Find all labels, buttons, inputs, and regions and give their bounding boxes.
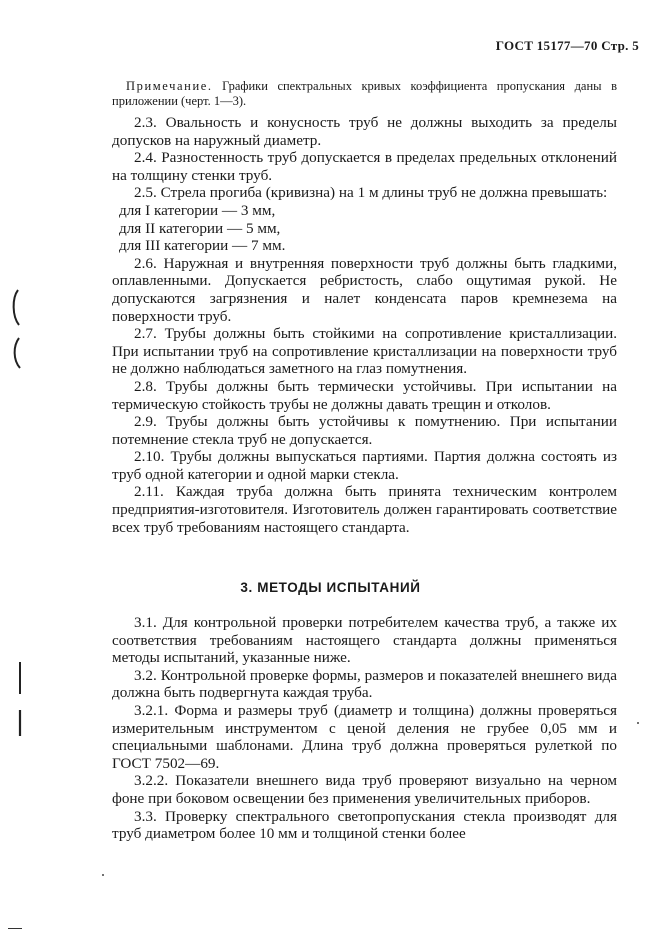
scan-edge-mark: [8, 928, 22, 929]
paragraph-3-2-2: 3.2.2. Показатели внешнего вида труб проверяют визуально на черном фоне при боковом освещении без применения увеличительных приборов.: [112, 772, 617, 807]
margin-bracket-mark-1: [8, 288, 22, 328]
note-label: Примечание.: [126, 79, 213, 93]
paragraph-2-6: 2.6. Наружная и внутренняя поверхности труб должны быть гладкими, оплавленными. Допускается ребристость, слабо ощутимая рукой. Не допускаются загрязнения и налет конденсата паров кремнезема на поверхности труб.: [112, 254, 617, 325]
list-item-category-2: для II категории — 5 мм,: [119, 219, 281, 237]
paragraph-2-3: 2.3. Овальность и конусность труб не должны выходить за пределы допусков на наружный диаметр.: [112, 114, 617, 149]
list-item-category-1: для I категории — 3 мм,: [119, 201, 276, 219]
margin-bar-mark-1: [17, 660, 23, 696]
section-2-content: [112, 114, 617, 536]
page-number: Стр. 5: [601, 38, 639, 53]
margin-bar-mark-2: [17, 708, 23, 738]
paragraph-3-1: 3.1. Для контрольной проверки потребителем качества труб, а также их соответствия требованиям настоящего стандарта должны применяться методы испытаний, указанные ниже.: [112, 614, 617, 667]
paragraph-2-7: 2.7. Трубы должны быть стойкими на сопротивление кристаллизации. При испытании труб на сопротивление кристаллизации на поверхности труб не должно наблюдаться заметного на глаз помутнения.: [112, 325, 617, 378]
scan-speck: [102, 874, 104, 876]
note-paragraph: [112, 79, 617, 109]
note-text: Графики спектральных кривых коэффициента пропускания даны в приложении (черт. 1—3).: [112, 79, 617, 108]
scan-speck: [637, 722, 639, 724]
section-3-content: [112, 614, 617, 843]
paragraph-2-9: 2.9. Трубы должны быть устойчивы к помутнению. При испытании потемнение стекла труб не допускается.: [112, 413, 617, 448]
paragraph-2-4: 2.4. Разностенность труб допускается в пределах предельных отклонений на толщину стенки труб.: [112, 149, 617, 184]
standard-number: ГОСТ 15177—70: [495, 38, 598, 53]
paragraph-2-5: 2.5. Стрела прогиба (кривизна) на 1 м длины труб не должна превышать:: [134, 184, 608, 202]
paragraph-3-3: 3.3. Проверку спектрального светопропускания стекла производят для труб диаметром более 10 мм и толщиной стенки более: [112, 807, 617, 843]
section-heading: 3. МЕТОДЫ ИСПЫТАНИЙ: [240, 580, 421, 595]
paragraph-3-2: 3.2. Контрольной проверке формы, размеров и показателей внешнего вида должна быть подвергнута каждая труба.: [112, 666, 617, 702]
list-item-category-3: для III категории — 7 мм.: [119, 237, 286, 255]
margin-bracket-mark-2: [10, 336, 24, 372]
paragraph-3-2-1: 3.2.1. Форма и размеры труб (диаметр и толщина) должны проверяться измерительным инструментом с ценой деления не грубее 0,05 мм и специальными шаблонами. Длина труб должна проверяться рулеткой по ГОСТ 7502—69.: [112, 701, 617, 772]
page-header: [496, 38, 639, 54]
paragraph-2-11: 2.11. Каждая труба должна быть принята техническим контролем предприятия-изготовителя. Изготовитель должен гарантировать соответствие всех труб требованиям настоящего стандарта.: [112, 483, 617, 536]
paragraph-2-8: 2.8. Трубы должны быть термически устойчивы. При испытании на термическую стойкость трубы не должны давать трещин и отколов.: [112, 377, 617, 413]
paragraph-2-10: 2.10. Трубы должны выпускаться партиями. Партия должна состоять из труб одной категории и одной марки стекла.: [112, 448, 617, 483]
note-block: [112, 79, 617, 109]
